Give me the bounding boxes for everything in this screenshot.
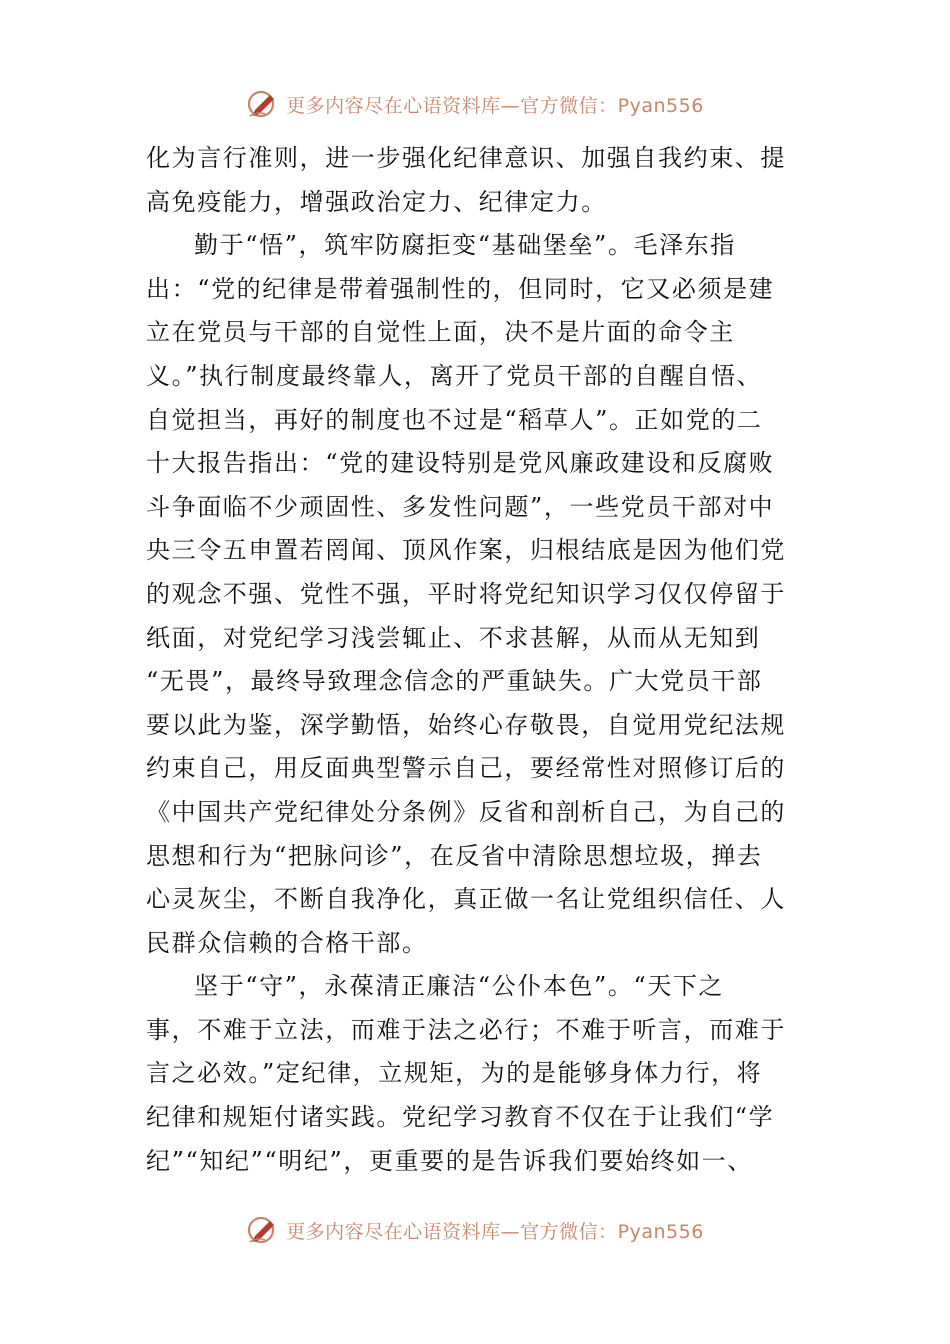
- header-watermark: [0, 86, 950, 122]
- paragraph-start-line: 坚于“守”，永葆清正廉洁“公仆本色”。“天下之: [194, 972, 725, 1001]
- text-line: 义。”执行制度最终靠人，离开了党员干部的自醒自悟、: [146, 361, 763, 390]
- text-line: 立在党员与干部的自觉性上面，决不是片面的命令主: [146, 318, 735, 347]
- text-line: 高免疫能力，增强政治定力、纪律定力。: [146, 187, 607, 216]
- text-line: 自觉担当，再好的制度也不过是“稻草人”。正如党的二: [146, 405, 763, 434]
- text-line: 心灵灰尘，不断自我净化，真正做一名让党组织信任、人: [146, 885, 786, 914]
- text-line: 要以此为鉴，深学勤悟，始终心存敬畏，自觉用党纪法规: [146, 710, 786, 739]
- text-line: 十大报告指出：“党的建设特别是党风廉政建设和反腐败: [146, 449, 775, 478]
- text-line: 事，不难于立法，而难于法之必行；不难于听言，而难于: [146, 1015, 786, 1044]
- text-line: “无畏”，最终导致理念信念的严重缺失。广大党员干部: [146, 667, 763, 696]
- text-line: 《中国共产党纪律处分条例》反省和剖析自己，为自己的: [146, 797, 786, 826]
- text-line: 言之必效。”定纪律，立规矩，为的是能够身体力行，将: [146, 1059, 763, 1088]
- watermark-text: 更多内容尽在心语资料库—官方微信：Pyan556: [286, 94, 704, 117]
- watermark-text: 更多内容尽在心语资料库—官方微信：Pyan556: [286, 1220, 704, 1243]
- text-line: 思想和行为“把脉问诊”，在反省中清除思想垃圾，掸去: [146, 841, 763, 870]
- text-line: 出：“党的纪律是带着强制性的，但同时，它又必须是建: [146, 274, 775, 303]
- footer-watermark: [0, 1212, 950, 1248]
- document-body: [146, 137, 806, 1183]
- paragraph-start-line: 勤于“悟”，筑牢防腐拒变“基础堡垒”。毛泽东指: [194, 231, 736, 260]
- pen-logo-icon: [246, 1213, 280, 1247]
- text-line: 纪律和规矩付诸实践。党纪学习教育不仅在于让我们“学: [146, 1103, 775, 1132]
- text-line: 民群众信赖的合格干部。: [146, 928, 428, 957]
- text-line: 斗争面临不少顽固性、多发性问题”，一些党员干部对中: [146, 492, 775, 521]
- text-line: 的观念不强、党性不强，平时将党纪知识学习仅仅停留于: [146, 579, 786, 608]
- pen-logo-icon: [246, 87, 280, 121]
- text-line: 纪”“知纪”“明纪”，更重要的是告诉我们要始终如一、: [146, 1146, 753, 1175]
- text-line: 央三令五申置若罔闻、顶风作案，归根结底是因为他们党: [146, 536, 786, 565]
- text-line: 化为言行准则，进一步强化纪律意识、加强自我约束、提: [146, 144, 786, 172]
- text-line: 纸面，对党纪学习浅尝辄止、不求甚解，从而从无知到: [146, 623, 761, 652]
- text-line: 约束自己，用反面典型警示自己，要经常性对照修订后的: [146, 754, 786, 783]
